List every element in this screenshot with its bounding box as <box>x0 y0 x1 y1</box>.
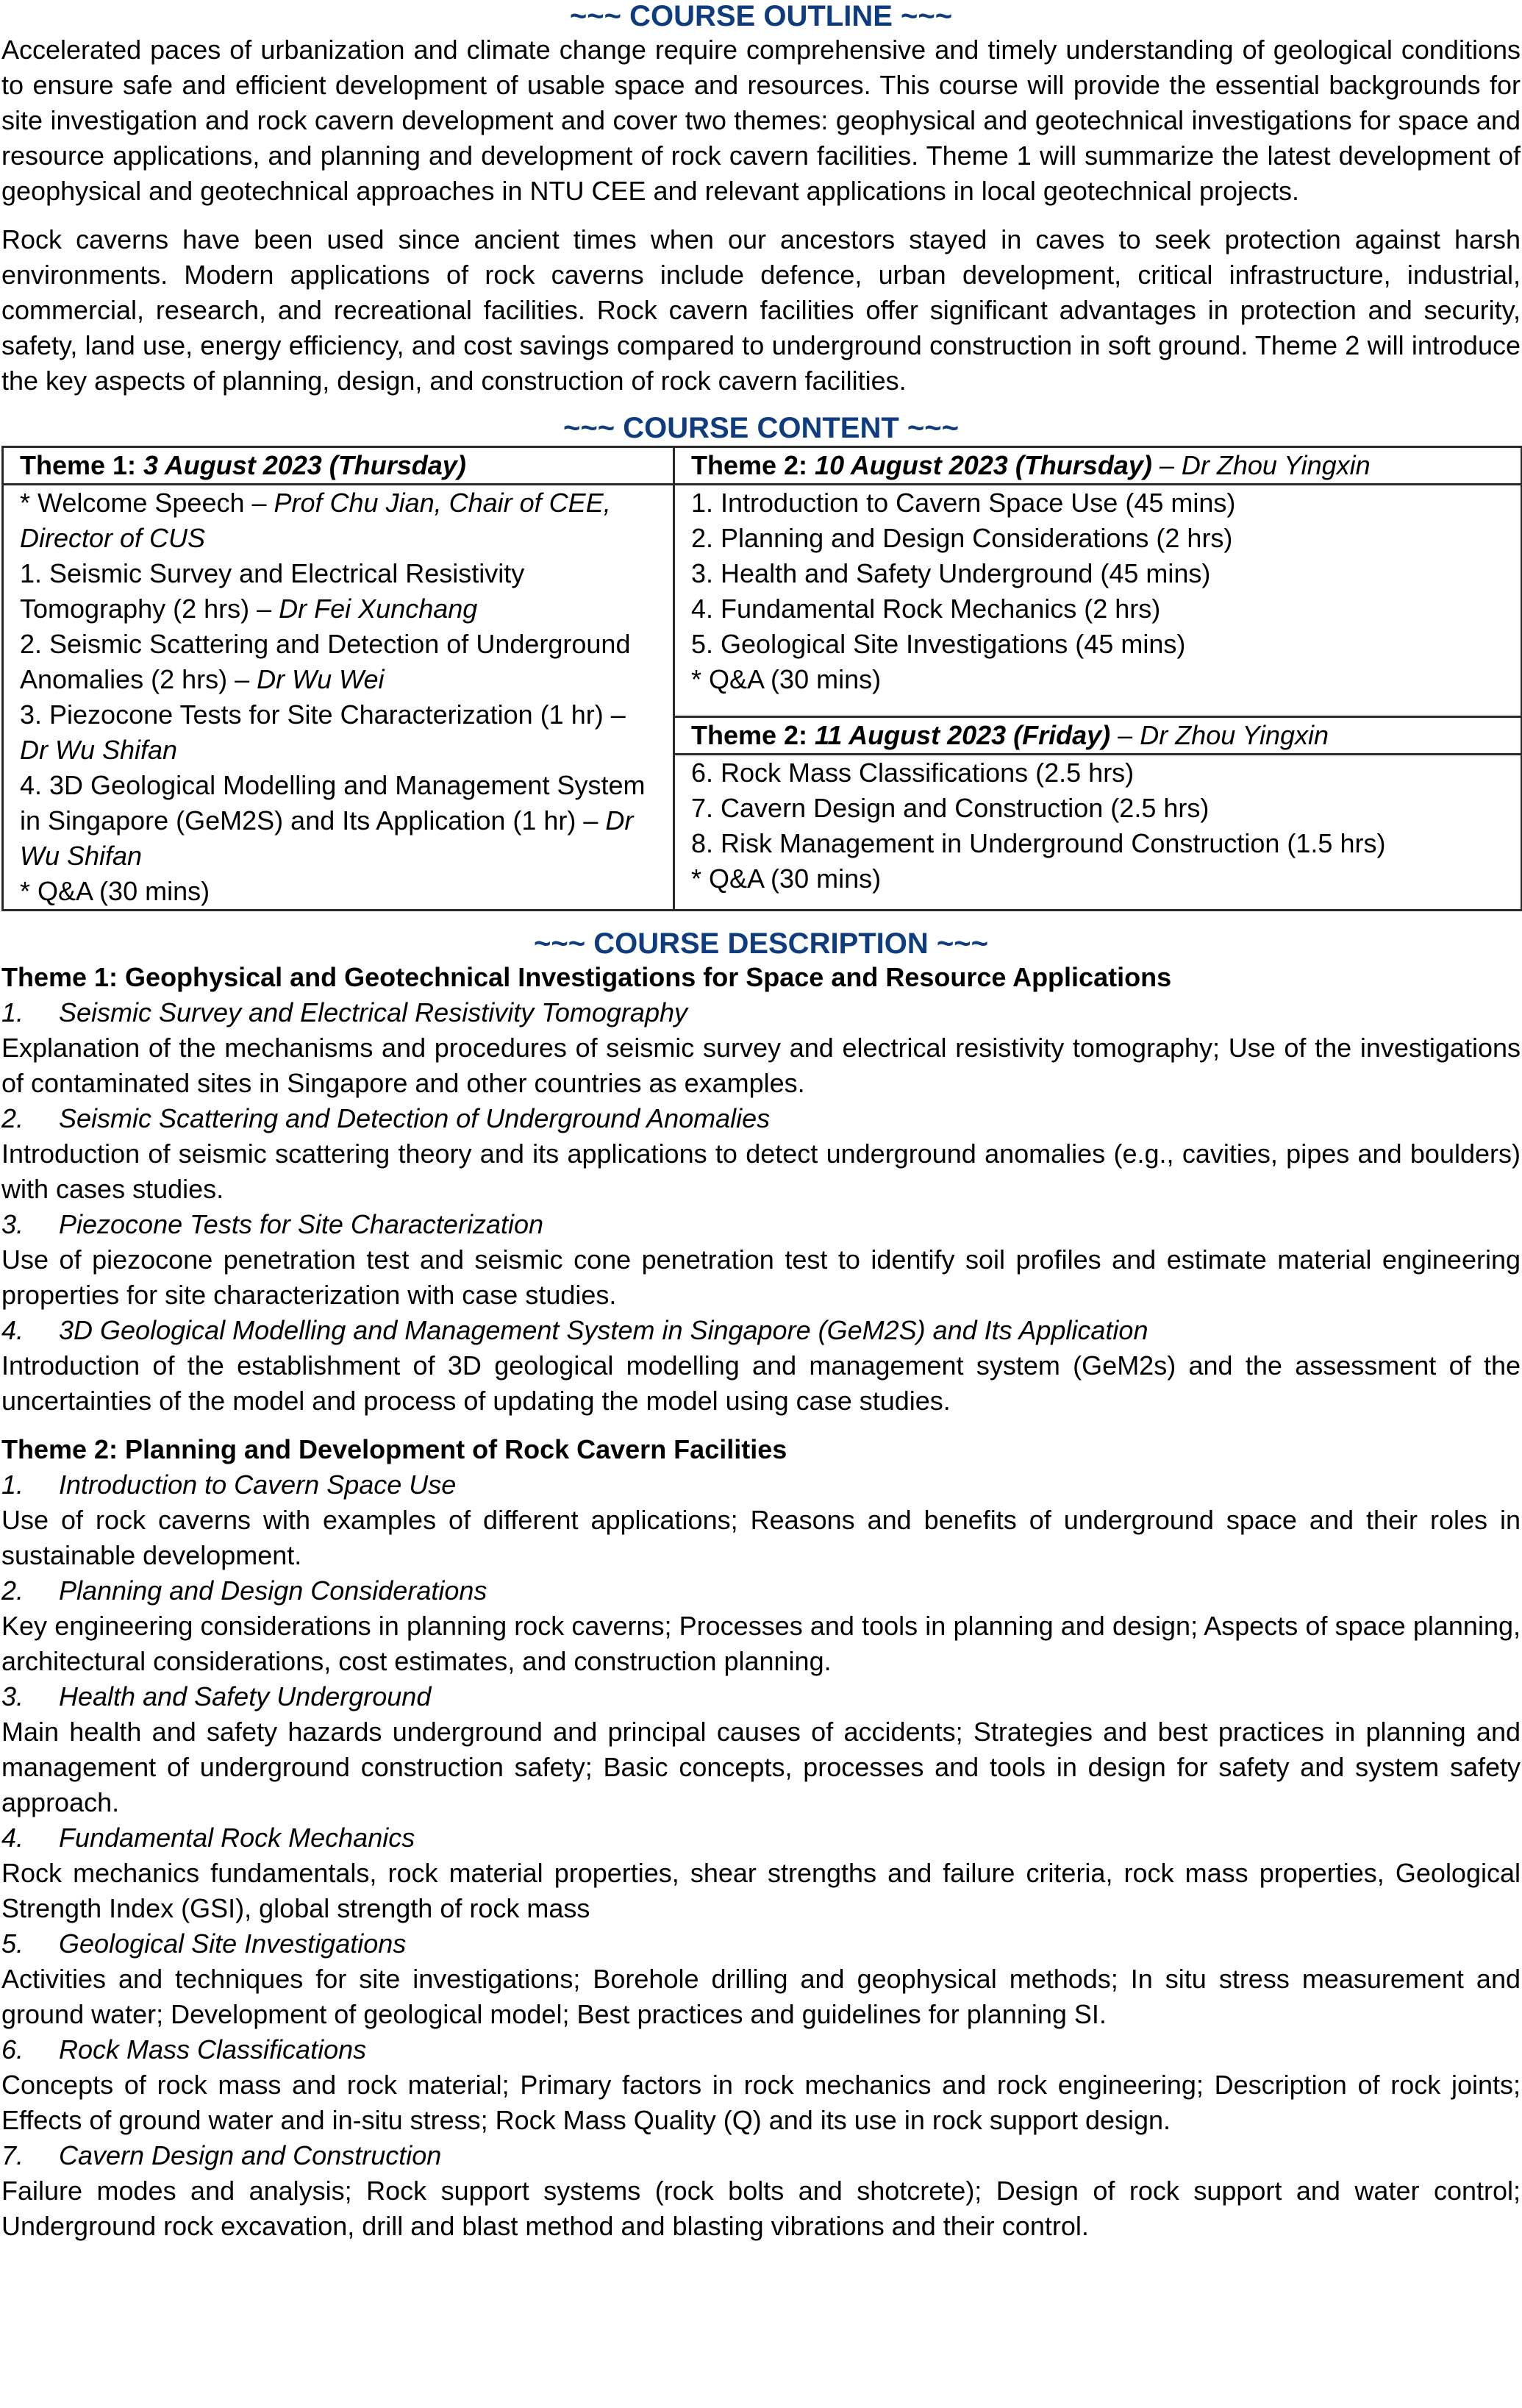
theme2-day1-label: Theme 2: <box>691 450 815 480</box>
item-title: Geological Site Investigations <box>59 1928 407 1959</box>
item-number: 1. <box>1 1470 24 1500</box>
item-number: 3. <box>1 1209 24 1239</box>
description-item <box>1 1101 1521 1207</box>
theme1-description-heading: Theme 1: Geophysical and Geotechnical Investigations for Space and Resource Applications <box>1 962 1172 992</box>
item-title: Seismic Scattering and Detection of Underground Anomalies <box>59 1103 771 1133</box>
description-item-body: Explanation of the mechanisms and procedures of seismic survey and electrical resistivity tomography; Use of the investigations of contaminated sites in Singapore and other countries as examples. <box>1 1033 1521 1098</box>
description-item-body: Use of rock caverns with examples of different applications; Reasons and benefits of underground space and their roles in sustainable development. <box>1 1505 1521 1570</box>
description-item-body: Use of piezocone penetration test and seismic cone penetration test to identify soil profiles and estimate material engineering properties for site characterization with case studies. <box>1 1244 1521 1310</box>
description-item <box>1 1313 1521 1419</box>
description-item-body: Activities and techniques for site investigations; Borehole drilling and geophysical methods; In situ stress measurement and ground water; Development of geological model; Best practices and guidelines for planning SI. <box>1 1964 1521 2029</box>
theme2-day2-header-cell <box>674 717 1522 755</box>
description-item-title <box>1 1679 1521 1714</box>
theme1-label: Theme 1: <box>20 450 144 480</box>
session-title: 2. Seismic Scattering and Detection of Underground Anomalies (2 hrs) – <box>20 629 631 694</box>
theme2-session: 2. Planning and Design Considerations (2 hrs) <box>691 523 1233 553</box>
theme2-session: * Q&A (30 mins) <box>691 664 882 694</box>
theme2-session: 4. Fundamental Rock Mechanics (2 hrs) <box>691 594 1161 624</box>
item-number: 2. <box>1 1575 24 1606</box>
theme2-day1-sessions-cell <box>674 485 1522 717</box>
description-item-body: Key engineering considerations in planning rock caverns; Processes and tools in planning and design; Aspects of space planning, architectural considerations, cost estimates, and construction planning. <box>1 1611 1521 1676</box>
description-item-title <box>1 1467 1521 1503</box>
item-number: 6. <box>1 2034 24 2065</box>
item-title: Piezocone Tests for Site Characterization <box>59 1209 544 1239</box>
item-title: Cavern Design and Construction <box>59 2140 442 2170</box>
course-description-title: ~~~ COURSE DESCRIPTION ~~~ <box>534 927 988 960</box>
session-speaker: Dr Fei Xunchang <box>279 594 478 624</box>
description-item <box>1 1467 1521 1573</box>
session-title: * Welcome Speech – <box>20 488 274 518</box>
theme1-session <box>20 697 658 768</box>
theme2-session: 8. Risk Management in Underground Construction (1.5 hrs) <box>691 828 1386 859</box>
theme2-day1-speaker: Dr Zhou Yingxin <box>1181 450 1371 480</box>
theme2-session: 6. Rock Mass Classifications (2.5 hrs) <box>691 758 1135 788</box>
description-item-title <box>1 1820 1521 1856</box>
item-number: 4. <box>1 1823 24 1853</box>
item-title: Seismic Survey and Electrical Resistivity Tomography <box>59 997 687 1027</box>
description-item <box>1 1926 1521 2032</box>
course-outline-section <box>1 0 1521 399</box>
description-item-title <box>1 2138 1521 2173</box>
item-number: 5. <box>1 1928 24 1959</box>
theme2-session: 1. Introduction to Cavern Space Use (45 mins) <box>691 488 1236 518</box>
item-number: 4. <box>1 1315 24 1345</box>
description-item-title <box>1 1313 1521 1348</box>
description-item-body: Introduction of the establishment of 3D geological modelling and management system (GeM2s) and the assessment of the uncertainties of the model and process of updating the model using case studies. <box>1 1350 1521 1416</box>
theme1-session <box>20 485 658 556</box>
item-title: Rock Mass Classifications <box>59 2034 367 2065</box>
outline-paragraph: Rock caverns have been used since ancient times when our ancestors stayed in caves to seek protection against harsh environments. Modern applications of rock caverns include defence, urban development, critical infrastructure, industrial, commercial, research, and recreational facilities. Rock cavern facilities offer significant advantages in protection and security, safety, land use, energy efficiency, and cost savings compared to underground construction in soft ground. Theme 2 will introduce the key aspects of planning, design, and construction of rock cavern facilities. <box>1 224 1521 396</box>
course-outline-title: ~~~ COURSE OUTLINE ~~~ <box>569 0 953 32</box>
session-speaker: Dr Wu Wei <box>257 664 385 694</box>
description-item-body: Main health and safety hazards underground and principal causes of accidents; Strategies and best practices in planning and management of underground construction safety; Basic concepts, processes and tools in design for safety and system safety approach. <box>1 1717 1521 1817</box>
description-item <box>1 1207 1521 1313</box>
theme2-day1-dash: – <box>1151 450 1182 480</box>
theme1-date: 3 August 2023 (Thursday) <box>143 450 466 480</box>
description-item-body: Introduction of seismic scattering theory and its applications to detect underground anomalies (e.g., cavities, pipes and boulders) with cases studies. <box>1 1139 1521 1204</box>
description-item-body: Failure modes and analysis; Rock support systems (rock bolts and shotcrete); Design of rock support and water control; Underground rock excavation, drill and blast method and blasting vibrations and their control. <box>1 2176 1521 2241</box>
description-item-title <box>1 1926 1521 1962</box>
theme1-sessions-cell <box>3 485 674 911</box>
theme2-day2-date: 11 August 2023 (Friday) <box>815 720 1111 751</box>
description-item <box>1 995 1521 1101</box>
item-title: 3D Geological Modelling and Management System in Singapore (GeM2S) and Its Application <box>59 1315 1148 1345</box>
theme1-session <box>20 556 658 627</box>
theme1-header-cell <box>3 447 674 485</box>
session-title: 3. Piezocone Tests for Site Characterization (1 hr) – <box>20 699 626 730</box>
theme2-day2-speaker: Dr Zhou Yingxin <box>1140 720 1329 751</box>
theme2-day2-label: Theme 2: <box>691 720 815 751</box>
theme2-description-heading: Theme 2: Planning and Development of Rock Cavern Facilities <box>1 1434 787 1464</box>
description-item <box>1 1820 1521 1926</box>
theme2-session: * Q&A (30 mins) <box>691 863 882 894</box>
description-item-title <box>1 1207 1521 1242</box>
description-item <box>1 2032 1521 2138</box>
description-item-title <box>1 1573 1521 1609</box>
description-item <box>1 1573 1521 1679</box>
description-item-title <box>1 1101 1521 1136</box>
theme2-day1-header-cell <box>674 447 1522 485</box>
theme2-session: 3. Health and Safety Underground (45 mins) <box>691 558 1211 588</box>
course-content-title: ~~~ COURSE CONTENT ~~~ <box>563 412 959 444</box>
item-number: 3. <box>1 1681 24 1711</box>
theme1-session <box>20 627 658 697</box>
course-content-section <box>1 412 1521 911</box>
description-item-title <box>1 995 1521 1030</box>
session-title: 4. 3D Geological Modelling and Management System in Singapore (GeM2S) and Its Application (1 hr) – <box>20 770 646 836</box>
item-title: Fundamental Rock Mechanics <box>59 1823 415 1853</box>
item-title: Introduction to Cavern Space Use <box>59 1470 457 1500</box>
description-item-title <box>1 2032 1521 2067</box>
theme2-day2-dash: – <box>1110 720 1140 751</box>
theme1-session <box>20 768 658 874</box>
session-title: 1. Seismic Survey and Electrical Resistivity Tomography (2 hrs) – <box>20 558 525 624</box>
session-title: * Q&A (30 mins) <box>20 876 210 906</box>
item-number: 2. <box>1 1103 24 1133</box>
schedule-table <box>1 446 1522 911</box>
course-description-section <box>1 927 1521 2244</box>
theme1-session <box>20 874 658 909</box>
session-speaker: Prof Chu Jian, Chair of CEE, Director of CUS <box>20 488 611 553</box>
outline-paragraph: Accelerated paces of urbanization and climate change require comprehensive and timely understanding of geological conditions to ensure safe and efficient development of usable space and resources. This course will provide the essential backgrounds for site investigation and rock cavern development and cover two themes: geophysical and geotechnical investigations for space and resource applications, and planning and development of rock cavern facilities. Theme 1 will summarize the latest development of geophysical and geotechnical approaches in NTU CEE and relevant applications in local geotechnical projects. <box>1 35 1521 206</box>
description-item-body: Concepts of rock mass and rock material; Primary factors in rock mechanics and rock engineering; Description of rock joints; Effects of ground water and in-situ stress; Rock Mass Quality (Q) and its use in rock support design. <box>1 2070 1521 2135</box>
item-number: 1. <box>1 997 24 1027</box>
session-speaker: Dr Wu Shifan <box>20 805 634 871</box>
theme2-day2-sessions-cell <box>674 755 1522 911</box>
description-item <box>1 2138 1521 2244</box>
session-speaker: Dr Wu Shifan <box>20 735 178 765</box>
description-item <box>1 1679 1521 1820</box>
theme2-day1-date: 10 August 2023 (Thursday) <box>815 450 1152 480</box>
item-title: Planning and Design Considerations <box>59 1575 487 1606</box>
item-number: 7. <box>1 2140 24 2170</box>
item-title: Health and Safety Underground <box>59 1681 432 1711</box>
theme2-session: 7. Cavern Design and Construction (2.5 hrs) <box>691 793 1210 824</box>
theme2-session: 5. Geological Site Investigations (45 mins) <box>691 629 1186 659</box>
description-item-body: Rock mechanics fundamentals, rock material properties, shear strengths and failure criteria, rock mass properties, Geological Strength Index (GSI), global strength of rock mass <box>1 1858 1521 1923</box>
